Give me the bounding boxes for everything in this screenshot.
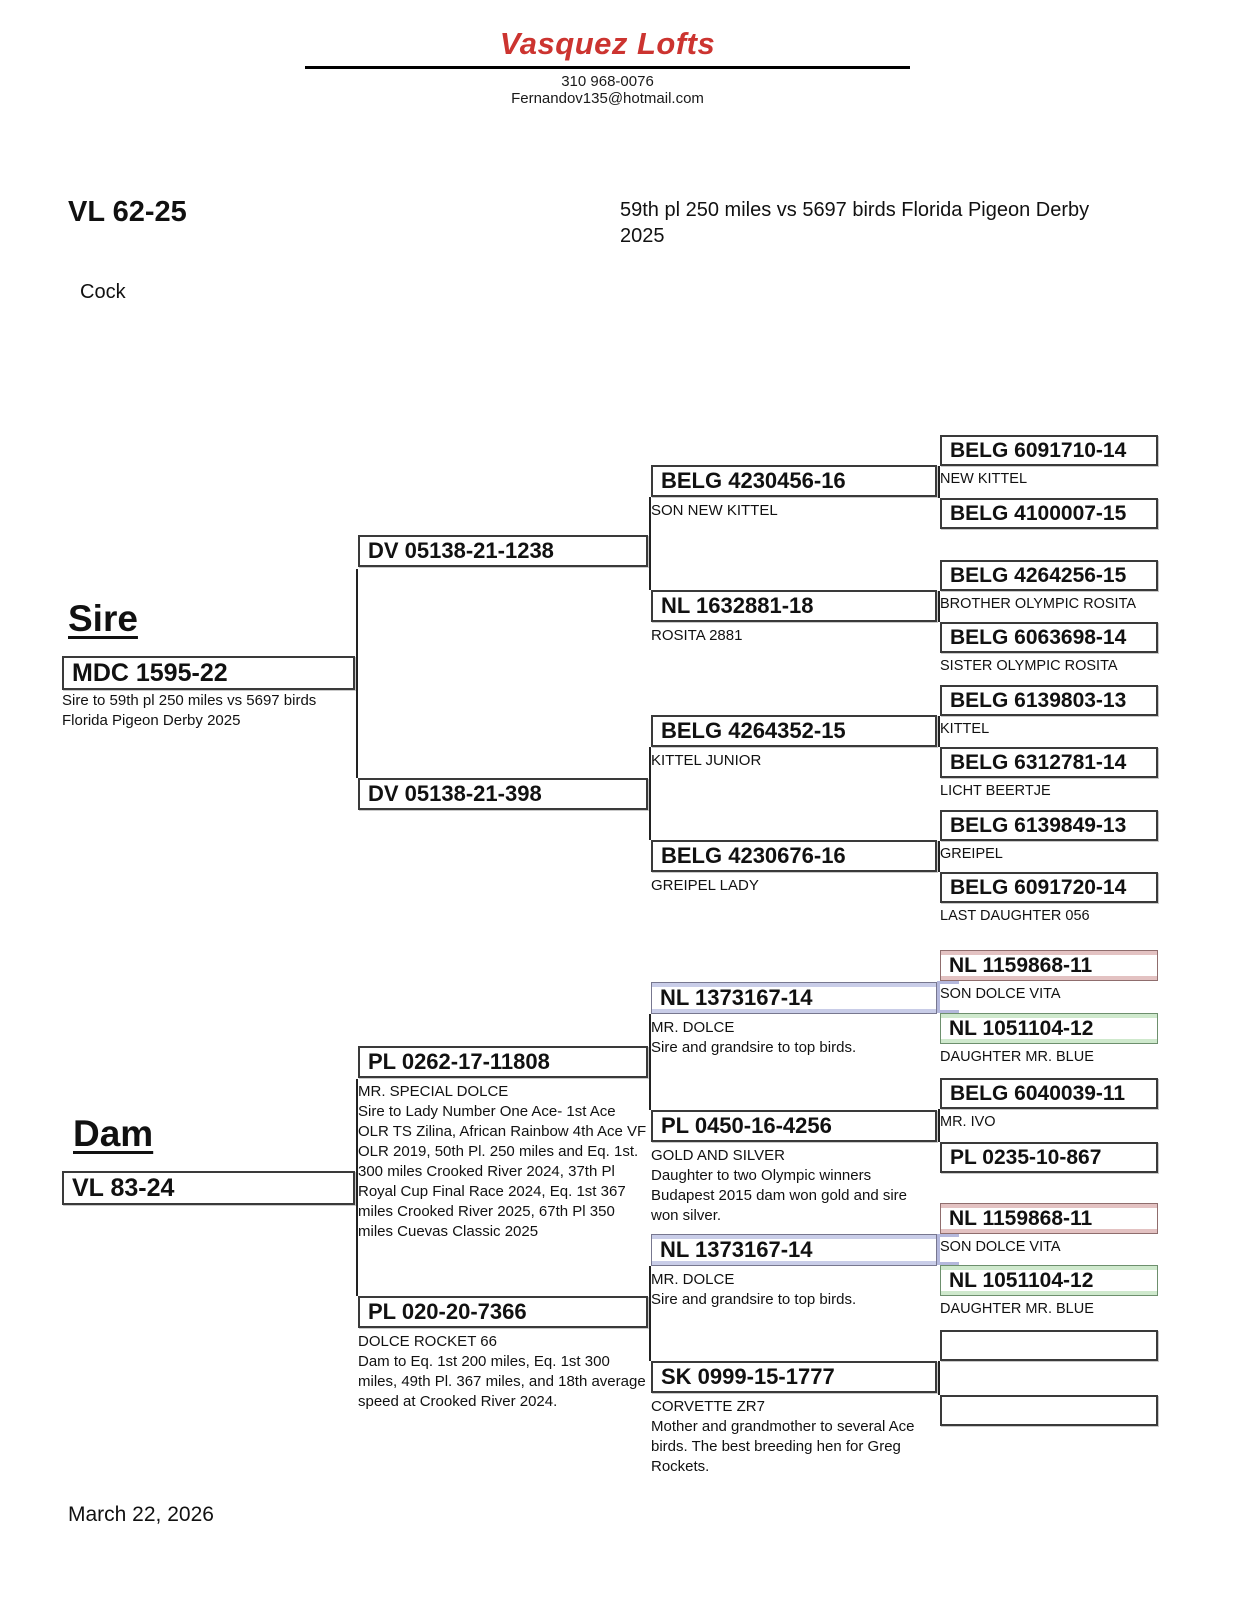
ring-number: BELG 6312781-14 bbox=[950, 750, 1127, 774]
node-d-d-d-d bbox=[940, 1395, 1158, 1426]
ring-number: BELG 4100007-15 bbox=[950, 501, 1127, 525]
node-s-s-s-d bbox=[940, 498, 1158, 529]
dam-heading: Dam bbox=[73, 1113, 154, 1154]
bird-name: LAST DAUGHTER 056 bbox=[940, 908, 1090, 924]
ring-number: BELG 4230676-16 bbox=[661, 843, 846, 868]
bird-name: SON DOLCE VITA bbox=[940, 1239, 1061, 1255]
node-d-s-d bbox=[651, 1110, 937, 1226]
ring-number: NL 1159868-11 bbox=[949, 953, 1093, 977]
ring-number: BELG 4264256-15 bbox=[950, 563, 1127, 587]
ring-box bbox=[651, 1110, 937, 1142]
node-s-s-d-d bbox=[940, 622, 1158, 676]
node-d-d-s-d bbox=[940, 1265, 1158, 1319]
node-d-d-d bbox=[651, 1361, 937, 1477]
ring-number: NL 1051104-12 bbox=[949, 1268, 1094, 1292]
ring-box bbox=[358, 1046, 648, 1078]
ring-box bbox=[358, 1296, 648, 1328]
ring-number: NL 1373167-14 bbox=[660, 985, 813, 1010]
node-sire-dam bbox=[358, 778, 648, 810]
ring-box bbox=[651, 840, 937, 872]
node-d-d-d-s bbox=[940, 1330, 1158, 1361]
ring-number: BELG 6139803-13 bbox=[950, 688, 1127, 712]
ring-number: PL 020-20-7366 bbox=[368, 1299, 527, 1324]
bird-note: Sire to 59th pl 250 miles vs 5697 birds Florida Pigeon Derby 2025 bbox=[62, 692, 317, 729]
connector-line bbox=[938, 1361, 940, 1395]
ring-number: BELG 6040039-11 bbox=[950, 1081, 1126, 1105]
race-result: 59th pl 250 miles vs 5697 birds Florida Pigeon Derby 2025 bbox=[620, 199, 1090, 247]
bird-name: DOLCE ROCKET 66 bbox=[358, 1333, 497, 1350]
ring-number: VL 83-24 bbox=[72, 1173, 175, 1202]
ring-box bbox=[940, 810, 1158, 841]
bird-name: MR. DOLCE bbox=[651, 1019, 735, 1036]
ring-box bbox=[358, 778, 648, 810]
email-address: Fernandov135@hotmail.com bbox=[511, 90, 704, 107]
bird-name: NEW KITTEL bbox=[940, 471, 1028, 487]
ring-box bbox=[358, 535, 648, 567]
bird-name: MR. DOLCE bbox=[651, 1271, 735, 1288]
ring-box bbox=[940, 560, 1158, 591]
node-d-s-s-d bbox=[940, 1013, 1158, 1067]
ring-number: BELG 4230456-16 bbox=[661, 468, 846, 493]
ring-number: BELG 6063698-14 bbox=[950, 625, 1127, 649]
ring-box bbox=[940, 1078, 1158, 1109]
ring-box bbox=[651, 715, 937, 747]
phone-number: 310 968-0076 bbox=[561, 73, 654, 90]
ring-number: NL 1051104-12 bbox=[949, 1016, 1094, 1040]
sire-heading: Sire bbox=[68, 598, 138, 639]
bird-name: GREIPEL bbox=[940, 846, 1003, 862]
node-dam-dam bbox=[358, 1296, 648, 1412]
bird-ring: VL 62-25 bbox=[68, 196, 187, 228]
ring-number: PL 0450-16-4256 bbox=[661, 1113, 832, 1138]
node-s-s-d bbox=[651, 590, 937, 645]
node-s-d-s-d bbox=[940, 747, 1158, 801]
bird-name: KITTEL JUNIOR bbox=[651, 752, 762, 769]
print-date: March 22, 2026 bbox=[68, 1503, 214, 1526]
ring-number: PL 0235-10-867 bbox=[950, 1145, 1102, 1169]
ring-number: BELG 6091720-14 bbox=[950, 875, 1127, 899]
ring-number: NL 1632881-18 bbox=[661, 593, 814, 618]
connector-line bbox=[356, 569, 358, 778]
bird-name: MR. SPECIAL DOLCE bbox=[358, 1083, 509, 1100]
node-s-d-d-s bbox=[940, 810, 1158, 864]
bird-name: ROSITA 2881 bbox=[651, 627, 743, 644]
ring-number: MDC 1595-22 bbox=[72, 658, 228, 687]
bird-name: MR. IVO bbox=[940, 1114, 996, 1130]
node-d-s-d-s bbox=[940, 1078, 1158, 1132]
bird-name: SISTER OLYMPIC ROSITA bbox=[940, 658, 1118, 674]
ring-box bbox=[651, 590, 937, 622]
ring-box bbox=[651, 1234, 937, 1266]
ring-box bbox=[651, 1361, 937, 1393]
bird-sex: Cock bbox=[80, 281, 126, 303]
bird-note: Mother and grandmother to several Ace birds. The best breeding hen for Greg Rockets. bbox=[651, 1418, 915, 1475]
node-s-d-s bbox=[651, 715, 937, 770]
ring-box bbox=[940, 1013, 1158, 1044]
bird-name: SON DOLCE VITA bbox=[940, 986, 1061, 1002]
node-s-s-d-s bbox=[940, 560, 1158, 614]
ring-box bbox=[940, 1330, 1158, 1361]
ring-box bbox=[940, 1265, 1158, 1296]
ring-number: NL 1373167-14 bbox=[660, 1237, 813, 1262]
ring-number: BELG 6139849-13 bbox=[950, 813, 1127, 837]
ring-box bbox=[940, 1203, 1158, 1234]
bird-name: BROTHER OLYMPIC ROSITA bbox=[940, 596, 1137, 612]
bird-note: Dam to Eq. 1st 200 miles, Eq. 1st 300 miles, 49th Pl. 367 miles, and 18th average speed at Crooked River 2024. bbox=[358, 1353, 646, 1410]
bird-name: KITTEL bbox=[940, 721, 990, 737]
bird-name: CORVETTE ZR7 bbox=[651, 1398, 765, 1415]
ring-box bbox=[940, 498, 1158, 529]
ring-box bbox=[940, 435, 1158, 466]
bird-name: SON NEW KITTEL bbox=[651, 502, 778, 519]
ring-box bbox=[940, 685, 1158, 716]
ring-box bbox=[940, 747, 1158, 778]
ring-box bbox=[940, 1395, 1158, 1426]
node-d-s-s-s bbox=[940, 950, 1158, 1004]
node-d-d-s-s bbox=[940, 1203, 1158, 1257]
node-s-s-s bbox=[651, 465, 937, 520]
ring-box bbox=[940, 872, 1158, 903]
node-sire bbox=[62, 656, 355, 731]
ring-number: DV 05138-21-398 bbox=[368, 781, 542, 806]
node-s-s-s-s bbox=[940, 435, 1158, 489]
ring-number: SK 0999-15-1777 bbox=[661, 1364, 835, 1389]
ring-number: PL 0262-17-11808 bbox=[368, 1049, 550, 1074]
bird-note: Sire and grandsire to top birds. bbox=[651, 1291, 857, 1308]
bird-note: Sire to Lady Number One Ace- 1st Ace OLR TS Zilina, African Rainbow 4th Ace VF OLR 2019, 50th Pl. 250 miles and Eq. 1st. 300 miles Crooked River 2024, 37th Pl Royal Cup Final Race 2024, Eq. 1st 367 miles Crooked River 2025, 67th Pl 350 miles Cuevas Classic 2025 bbox=[358, 1103, 647, 1240]
ring-box bbox=[651, 982, 937, 1014]
node-s-d-s-s bbox=[940, 685, 1158, 739]
ring-box bbox=[62, 656, 355, 690]
bird-name: LICHT BEERTJE bbox=[940, 783, 1051, 799]
ring-box bbox=[940, 622, 1158, 653]
node-dam-sire bbox=[358, 1046, 648, 1242]
bird-note: Sire and grandsire to top birds. bbox=[651, 1039, 857, 1056]
node-s-d-d-d bbox=[940, 872, 1158, 926]
node-dam bbox=[62, 1171, 355, 1205]
bird-name: GREIPEL LADY bbox=[651, 877, 759, 894]
bird-note: Daughter to two Olympic winners Budapest 2015 dam won gold and sire won silver. bbox=[651, 1167, 908, 1224]
node-sire-sire bbox=[358, 535, 648, 567]
bird-name: GOLD AND SILVER bbox=[651, 1147, 785, 1164]
bird-name: DAUGHTER MR. BLUE bbox=[940, 1049, 1094, 1065]
node-d-s-s bbox=[651, 982, 937, 1058]
node-s-d-d bbox=[651, 840, 937, 895]
loft-name: Vasquez Lofts bbox=[499, 26, 716, 61]
ring-box bbox=[940, 950, 1158, 981]
ring-number: NL 1159868-11 bbox=[949, 1206, 1093, 1230]
node-d-s-d-d bbox=[940, 1142, 1158, 1173]
header-rule bbox=[305, 66, 910, 69]
ring-box bbox=[651, 465, 937, 497]
ring-number: DV 05138-21-1238 bbox=[368, 538, 554, 563]
ring-number: BELG 6091710-14 bbox=[950, 438, 1127, 462]
ring-box bbox=[940, 1142, 1158, 1173]
node-d-d-s bbox=[651, 1234, 937, 1310]
ring-number: BELG 4264352-15 bbox=[661, 718, 846, 743]
bird-name: DAUGHTER MR. BLUE bbox=[940, 1301, 1094, 1317]
ring-box bbox=[62, 1171, 355, 1205]
